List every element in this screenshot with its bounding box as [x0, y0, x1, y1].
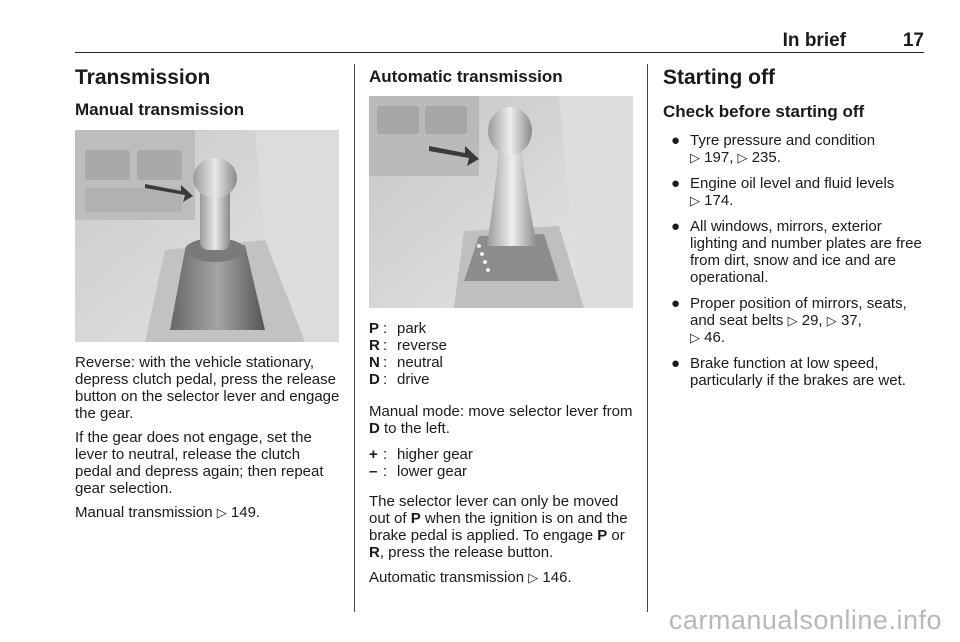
- manual-shifter-image: [75, 130, 339, 342]
- checklist: [663, 132, 928, 389]
- page-reference-icon: ▷: [690, 330, 700, 345]
- heading-transmission: Transmission: [75, 66, 211, 89]
- paragraph-gear-not-engage: If the gear does not engage, set the lever to neutral, release the clutch pedal and depress again; then repeat gear selection.: [75, 429, 324, 497]
- bullet-icon: ●: [671, 355, 681, 372]
- page-reference[interactable]: 174.: [704, 192, 734, 209]
- section-title: In brief: [782, 30, 846, 51]
- gear-row-higher: + : higher gear: [369, 446, 473, 463]
- manual-shifter-illustration: [75, 130, 339, 342]
- gear-row-lower: – : lower gear: [369, 463, 468, 480]
- plus-icon: +: [369, 446, 378, 463]
- automatic-shifter-illustration: [369, 96, 633, 308]
- list-item: ● Tyre pressure and condition ▷ 197, ▷ 235.: [671, 132, 876, 166]
- column-starting-off: [663, 64, 928, 398]
- page-reference[interactable]: 29,: [801, 312, 823, 329]
- page-reference-icon: ▷: [826, 313, 837, 328]
- gear-row-drive: D : drive: [369, 371, 430, 388]
- heading-manual-transmission: Manual transmission: [75, 100, 245, 119]
- page-reference-icon: ▷: [528, 570, 539, 585]
- reference-automatic-transmission: Automatic transmission ▷ 146.: [369, 569, 572, 586]
- paragraph-selector-lever: The selector lever can only be moved out of P when the ignition is on and the brake pedal is applied. To engage P or R, press the release button.: [369, 493, 628, 561]
- page-reference[interactable]: 37,: [840, 312, 862, 329]
- manual-gear-definitions: [369, 446, 635, 480]
- bullet-icon: ●: [671, 175, 681, 192]
- gear-row-park: P : park: [369, 320, 427, 337]
- page-reference-icon: ▷: [690, 193, 700, 208]
- page-reference-icon: ▷: [737, 150, 748, 165]
- list-item: ● Engine oil level and fluid levels ▷ 174.: [671, 175, 895, 209]
- page-reference[interactable]: 146.: [542, 569, 572, 586]
- minus-icon: –: [369, 463, 378, 480]
- list-item: ● Proper position of mirrors, seats, and seat belts ▷ 29, ▷ 37, ▷ 46.: [671, 295, 907, 346]
- page-reference[interactable]: 197,: [704, 149, 734, 166]
- list-item: ● Brake function at low speed, particularly if the brakes are wet.: [671, 355, 906, 389]
- page-header: [75, 28, 924, 53]
- heading-automatic-transmission: Automatic transmission: [369, 67, 563, 86]
- page-reference[interactable]: 46.: [704, 329, 726, 346]
- page-reference-icon: ▷: [690, 150, 700, 165]
- page-reference[interactable]: 149.: [230, 504, 261, 521]
- page-reference-icon: ▷: [787, 313, 798, 328]
- bullet-icon: ●: [671, 218, 681, 235]
- column-automatic-transmission: [369, 64, 635, 586]
- reference-manual-transmission: Manual transmission ▷ 149.: [75, 504, 261, 521]
- column-manual-transmission: [75, 64, 340, 521]
- gear-definitions: [369, 320, 635, 388]
- heading-check-before-starting: Check before starting off: [663, 102, 865, 121]
- column-divider: [647, 64, 648, 612]
- watermark: carmanualsonline.info: [668, 605, 942, 635]
- column-divider: [354, 64, 355, 612]
- paragraph-reverse: Reverse: with the vehicle stationary, depress clutch pedal, press the release button on the selector lever and engage the gear.: [75, 354, 340, 422]
- gear-row-reverse: R : reverse: [369, 337, 448, 354]
- page-reference-icon: ▷: [216, 505, 227, 520]
- bullet-icon: ●: [671, 132, 681, 149]
- gear-row-neutral: N : neutral: [369, 354, 443, 371]
- heading-starting-off: Starting off: [663, 66, 775, 89]
- paragraph-manual-mode: Manual mode: move selector lever from D to the left.: [369, 403, 633, 437]
- list-item: ● All windows, mirrors, exterior lighting and number plates are free from dirt, snow and ice and are operational.: [671, 218, 922, 286]
- page-number: 17: [902, 30, 924, 51]
- automatic-shifter-image: [369, 96, 633, 308]
- page-reference[interactable]: 235.: [751, 149, 781, 166]
- bullet-icon: ●: [671, 295, 681, 312]
